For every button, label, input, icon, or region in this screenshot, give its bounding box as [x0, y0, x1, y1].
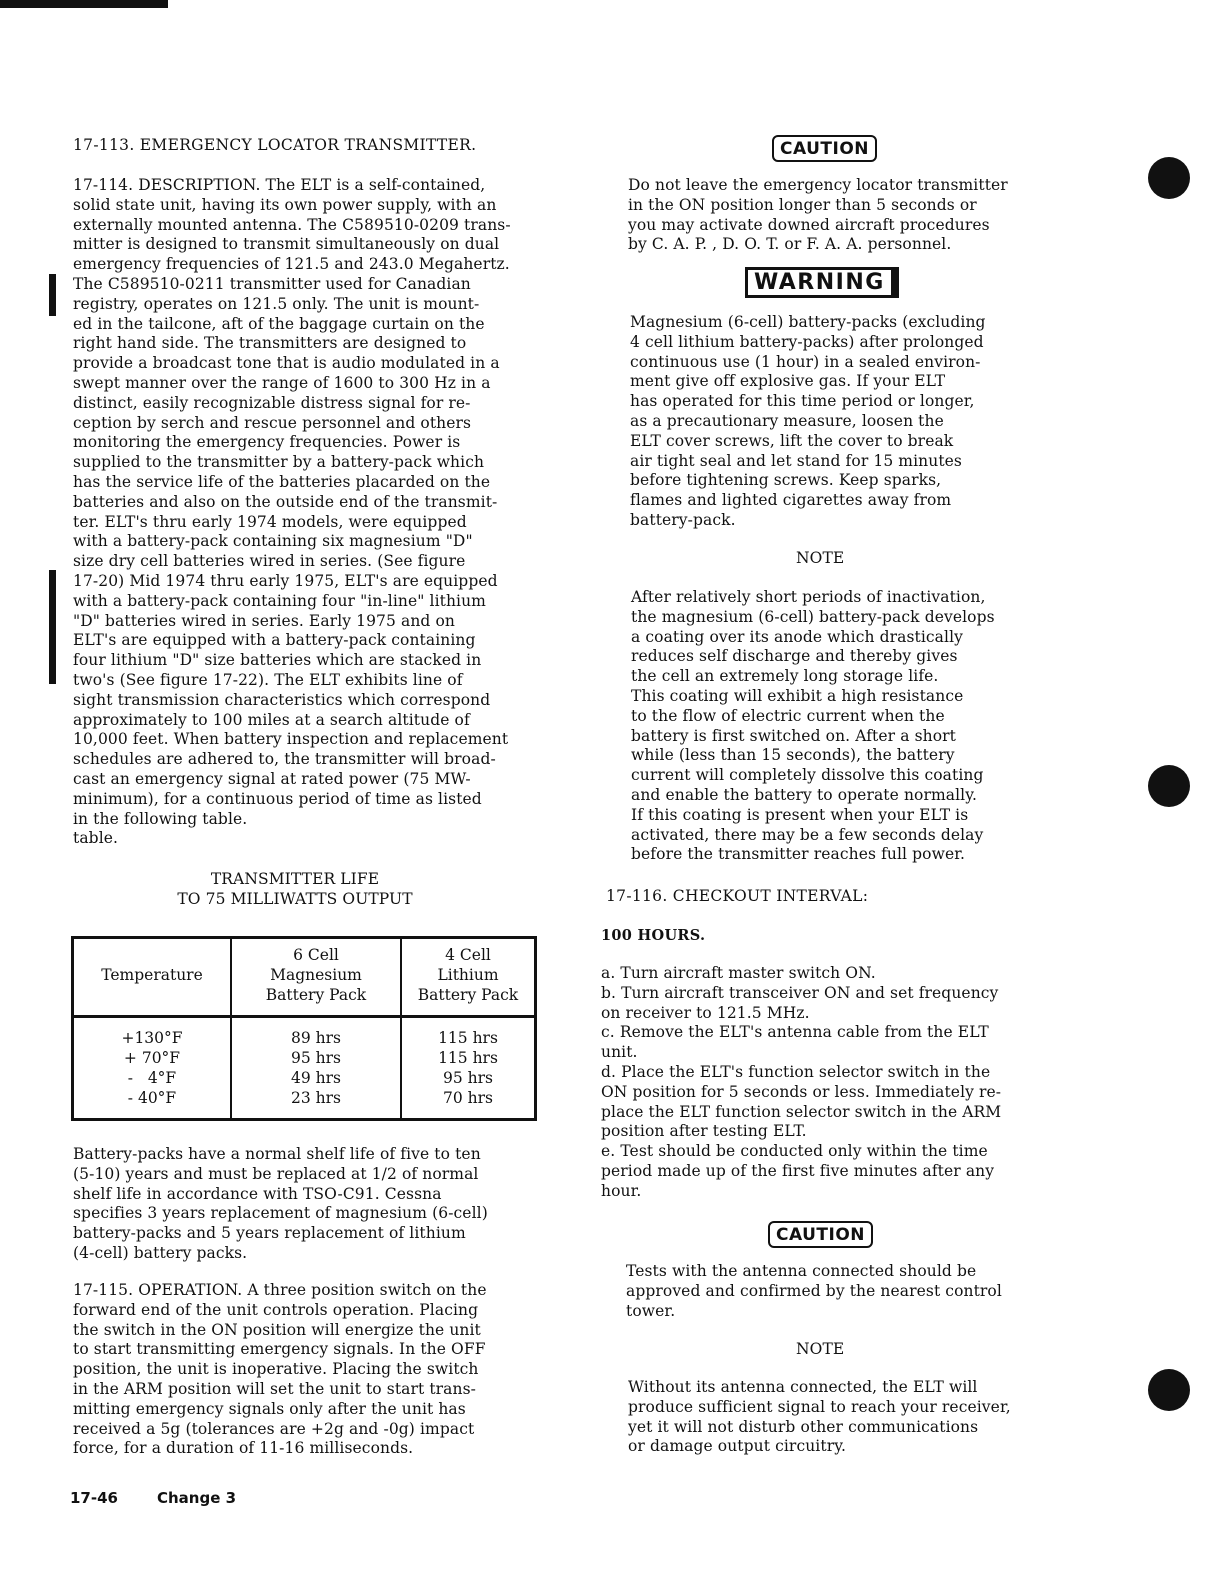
text-line: The C589510-0211 transmitter used for Canadian: [73, 274, 471, 293]
table-row: [73, 1068, 536, 1088]
table-title-line: TRANSMITTER LIFE: [210, 870, 380, 888]
text-line: reduces self discharge and thereby gives: [631, 647, 958, 666]
text-line: table.: [73, 829, 119, 848]
text-line: by C. A. P. , D. O. T. or F. A. A. personnel.: [628, 235, 952, 254]
text-line: place the ELT function selector switch in the ARM: [601, 1102, 1002, 1121]
text-line: with a battery-pack containing six magnesium "D": [73, 532, 473, 551]
text-line: Tests with the antenna connected should be: [626, 1262, 977, 1280]
text-line: 17-114. DESCRIPTION. The ELT is a self-contained,: [73, 176, 486, 194]
table-cell: 115 hrs: [401, 1017, 536, 1049]
binder-hole: [1148, 157, 1190, 199]
text-line: received a 5g (tolerances are +2g and -0g) impact: [73, 1419, 475, 1438]
text-line: two's (See figure 17-22). The ELT exhibits line of: [73, 670, 463, 689]
header-line: Lithium: [437, 966, 499, 984]
header-line: Magnesium: [270, 966, 362, 984]
text-line: e. Test should be conducted only within the time: [601, 1142, 988, 1161]
operation-paragraph: [73, 1281, 487, 1459]
text-line: supplied to the transmitter by a battery-pack which: [73, 453, 485, 472]
text-line: 10,000 feet. When battery inspection and replacement: [73, 730, 509, 749]
table-cell: +130°F: [73, 1017, 232, 1049]
text-line: Battery-packs have a normal shelf life of five to ten: [73, 1145, 481, 1163]
text-line: tower.: [626, 1301, 676, 1320]
note-text: [631, 588, 995, 865]
table-header-lithium: [401, 938, 536, 1017]
text-line: a coating over its anode which drastically: [631, 627, 963, 646]
interval-label: 100 HOURS.: [601, 927, 706, 944]
caution-box: [772, 135, 877, 162]
text-line: on receiver to 121.5 MHz.: [601, 1003, 810, 1022]
text-line: battery-pack.: [630, 510, 736, 529]
table-cell: 23 hrs: [231, 1088, 401, 1120]
change-number: Change 3: [157, 1489, 237, 1507]
text-line: has the service life of the batteries placarded on the: [73, 472, 491, 491]
text-line: ment give off explosive gas. If your ELT: [630, 372, 946, 391]
text-line: emergency frequencies of 121.5 and 243.0 Megahertz.: [73, 255, 510, 274]
note-label: NOTE: [796, 549, 845, 567]
text-line: flames and lighted cigarettes away from: [630, 491, 952, 510]
text-line: c. Remove the ELT's antenna cable from the ELT: [601, 1023, 989, 1042]
text-line: Magnesium (6-cell) battery-packs (excluding: [630, 313, 986, 331]
text-line: has operated for this time period or longer,: [630, 392, 975, 411]
text-line: hour.: [601, 1181, 642, 1200]
binder-hole: [1148, 1369, 1190, 1411]
text-line: battery is first switched on. After a short: [631, 726, 956, 745]
text-line: with a battery-pack containing four "in-line" lithium: [73, 591, 486, 610]
top-rule: [0, 0, 168, 8]
header-line: Temperature: [101, 966, 203, 984]
text-line: unit.: [601, 1043, 638, 1062]
text-line: the cell an extremely long storage life.: [631, 667, 939, 686]
text-line: to start transmitting emergency signals. In the OFF: [73, 1340, 486, 1359]
shelf-life-paragraph: [73, 1145, 488, 1264]
table-row: [73, 1048, 536, 1068]
caution-text: [628, 176, 1008, 255]
text-line: air tight seal and let stand for 15 minutes: [630, 451, 962, 470]
text-line: in the following table.: [73, 809, 248, 828]
text-line: or damage output circuitry.: [628, 1437, 847, 1456]
text-line: "D" batteries wired in series. Early 1975 and on: [73, 611, 455, 630]
table-cell: 49 hrs: [231, 1068, 401, 1088]
text-line: ed in the tailcone, aft of the baggage curtain on the: [73, 314, 485, 333]
caution-label: CAUTION: [772, 135, 877, 162]
table-cell: 95 hrs: [231, 1048, 401, 1068]
text-line: 17-115. OPERATION. A three position switch on the: [73, 1281, 487, 1299]
page-number: 17-46: [70, 1489, 118, 1507]
text-line: mitting emergency signals only after the unit has: [73, 1399, 466, 1418]
text-line: ception by serch and rescue personnel and others: [73, 413, 472, 432]
text-line: swept manner over the range of 1600 to 300 Hz in a: [73, 373, 491, 392]
header-line: Battery Pack: [417, 986, 519, 1004]
change-bar: [49, 570, 56, 684]
caution-text: [626, 1262, 1002, 1321]
checkout-steps: [601, 964, 1001, 1202]
text-line: in the ON position longer than 5 seconds or: [628, 195, 977, 214]
text-line: 4 cell lithium battery-packs) after prolonged: [630, 332, 984, 351]
description-paragraph: [73, 176, 511, 849]
text-line: Without its antenna connected, the ELT will: [628, 1378, 978, 1396]
text-line: ELT's are equipped with a battery-pack containing: [73, 631, 476, 650]
text-line: After relatively short periods of inactivation,: [631, 588, 986, 606]
section-heading-17-116: 17-116. CHECKOUT INTERVAL:: [606, 887, 869, 905]
header-line: Battery Pack: [265, 986, 367, 1004]
text-line: Do not leave the emergency locator transmitter: [628, 176, 1008, 194]
transmitter-life-table: [71, 936, 537, 1121]
text-line: four lithium "D" size batteries which are stacked in: [73, 651, 482, 670]
text-line: battery-packs and 5 years replacement of lithium: [73, 1224, 466, 1243]
text-line: registry, operates on 121.5 only. The unit is mount-: [73, 294, 480, 313]
text-line: solid state unit, having its own power supply, with an: [73, 195, 497, 214]
table-row: [73, 1088, 536, 1120]
text-line: mitter is designed to transmit simultaneously on dual: [73, 235, 500, 254]
text-line: and enable the battery to operate normally.: [631, 785, 978, 804]
table-cell: 70 hrs: [401, 1088, 536, 1120]
text-line: schedules are adhered to, the transmitter will broad-: [73, 750, 496, 769]
warning-text: [630, 313, 986, 531]
text-line: cast an emergency signal at rated power (75 MW-: [73, 769, 471, 788]
table-row: [73, 1017, 536, 1049]
text-line: minimum), for a continuous period of time as listed: [73, 789, 482, 808]
text-line: in the ARM position will set the unit to start trans-: [73, 1379, 477, 1398]
table-cell: - 4°F: [73, 1068, 232, 1088]
text-line: period made up of the first five minutes after any: [601, 1161, 995, 1180]
table-cell: - 40°F: [73, 1088, 232, 1120]
table-header-magnesium: [231, 938, 401, 1017]
text-line: (5-10) years and must be replaced at 1/2 of normal: [73, 1164, 479, 1183]
section-heading-17-113: 17-113. EMERGENCY LOCATOR TRANSMITTER.: [73, 136, 477, 154]
text-line: ON position for 5 seconds or less. Immediately re-: [601, 1082, 1002, 1101]
table-cell: 115 hrs: [401, 1048, 536, 1068]
binder-hole: [1148, 765, 1190, 807]
text-line: d. Place the ELT's function selector switch in the: [601, 1062, 991, 1081]
text-line: ter. ELT's thru early 1974 models, were equipped: [73, 512, 467, 531]
header-line: 4 Cell: [445, 946, 491, 964]
text-line: yet it will not disturb other communications: [628, 1417, 979, 1436]
text-line: force, for a duration of 11-16 milliseconds.: [73, 1439, 414, 1458]
text-line: provide a broadcast tone that is audio modulated in a: [73, 354, 500, 373]
text-line: as a precautionary measure, loosen the: [630, 411, 944, 430]
warning-label: WARNING: [745, 267, 899, 298]
text-line: produce sufficient signal to reach your receiver,: [628, 1397, 1011, 1416]
table-cell: 89 hrs: [231, 1017, 401, 1049]
text-line: 17-20) Mid 1974 thru early 1975, ELT's are equipped: [73, 571, 498, 590]
table-title: [110, 870, 480, 910]
text-line: forward end of the unit controls operation. Placing: [73, 1300, 479, 1319]
text-line: the switch in the ON position will energize the unit: [73, 1320, 481, 1339]
text-line: right hand side. The transmitters are designed to: [73, 334, 467, 353]
table-title-line: TO 75 MILLIWATTS OUTPUT: [177, 889, 413, 908]
text-line: specifies 3 years replacement of magnesium (6-cell): [73, 1204, 488, 1223]
text-line: a. Turn aircraft master switch ON.: [601, 964, 876, 982]
text-line: ELT cover screws, lift the cover to break: [630, 431, 954, 450]
change-bar: [49, 274, 56, 316]
text-line: to the flow of electric current when the: [631, 706, 945, 725]
text-line: while (less than 15 seconds), the battery: [631, 746, 955, 765]
text-line: monitoring the emergency frequencies. Power is: [73, 433, 461, 452]
table-cell: + 70°F: [73, 1048, 232, 1068]
text-line: b. Turn aircraft transceiver ON and set frequency: [601, 983, 999, 1002]
table-cell: 95 hrs: [401, 1068, 536, 1088]
text-line: before the transmitter reaches full power.: [631, 845, 966, 864]
text-line: activated, there may be a few seconds delay: [631, 825, 984, 844]
text-line: current will completely dissolve this coating: [631, 766, 984, 785]
text-line: sight transmission characteristics which correspond: [73, 690, 491, 709]
note-label: NOTE: [796, 1340, 845, 1358]
text-line: (4-cell) battery packs.: [73, 1243, 248, 1262]
warning-box: [745, 267, 899, 298]
header-line: 6 Cell: [293, 946, 339, 964]
text-line: distinct, easily recognizable distress signal for re-: [73, 393, 471, 412]
text-line: approved and confirmed by the nearest control: [626, 1281, 1002, 1300]
text-line: you may activate downed aircraft procedures: [628, 215, 990, 234]
text-line: position after testing ELT.: [601, 1122, 807, 1141]
text-line: size dry cell batteries wired in series. (See figure: [73, 552, 466, 571]
text-line: externally mounted antenna. The C589510-0209 trans-: [73, 215, 511, 234]
text-line: approximately to 100 miles at a search altitude of: [73, 710, 470, 729]
text-line: continuous use (1 hour) in a sealed environ-: [630, 352, 981, 371]
table-header-temperature: [73, 938, 232, 1017]
text-line: batteries and also on the outside end of the transmit-: [73, 492, 498, 511]
text-line: before tightening screws. Keep sparks,: [630, 471, 942, 490]
note-text: [628, 1378, 1011, 1457]
text-line: If this coating is present when your ELT is: [631, 805, 969, 824]
caution-label: CAUTION: [768, 1221, 873, 1248]
text-line: shelf life in accordance with TSO-C91. Cessna: [73, 1184, 442, 1203]
caution-box: [768, 1221, 873, 1248]
text-line: position, the unit is inoperative. Placing the switch: [73, 1360, 479, 1379]
text-line: This coating will exhibit a high resistance: [631, 686, 964, 705]
text-line: the magnesium (6-cell) battery-pack develops: [631, 607, 995, 626]
